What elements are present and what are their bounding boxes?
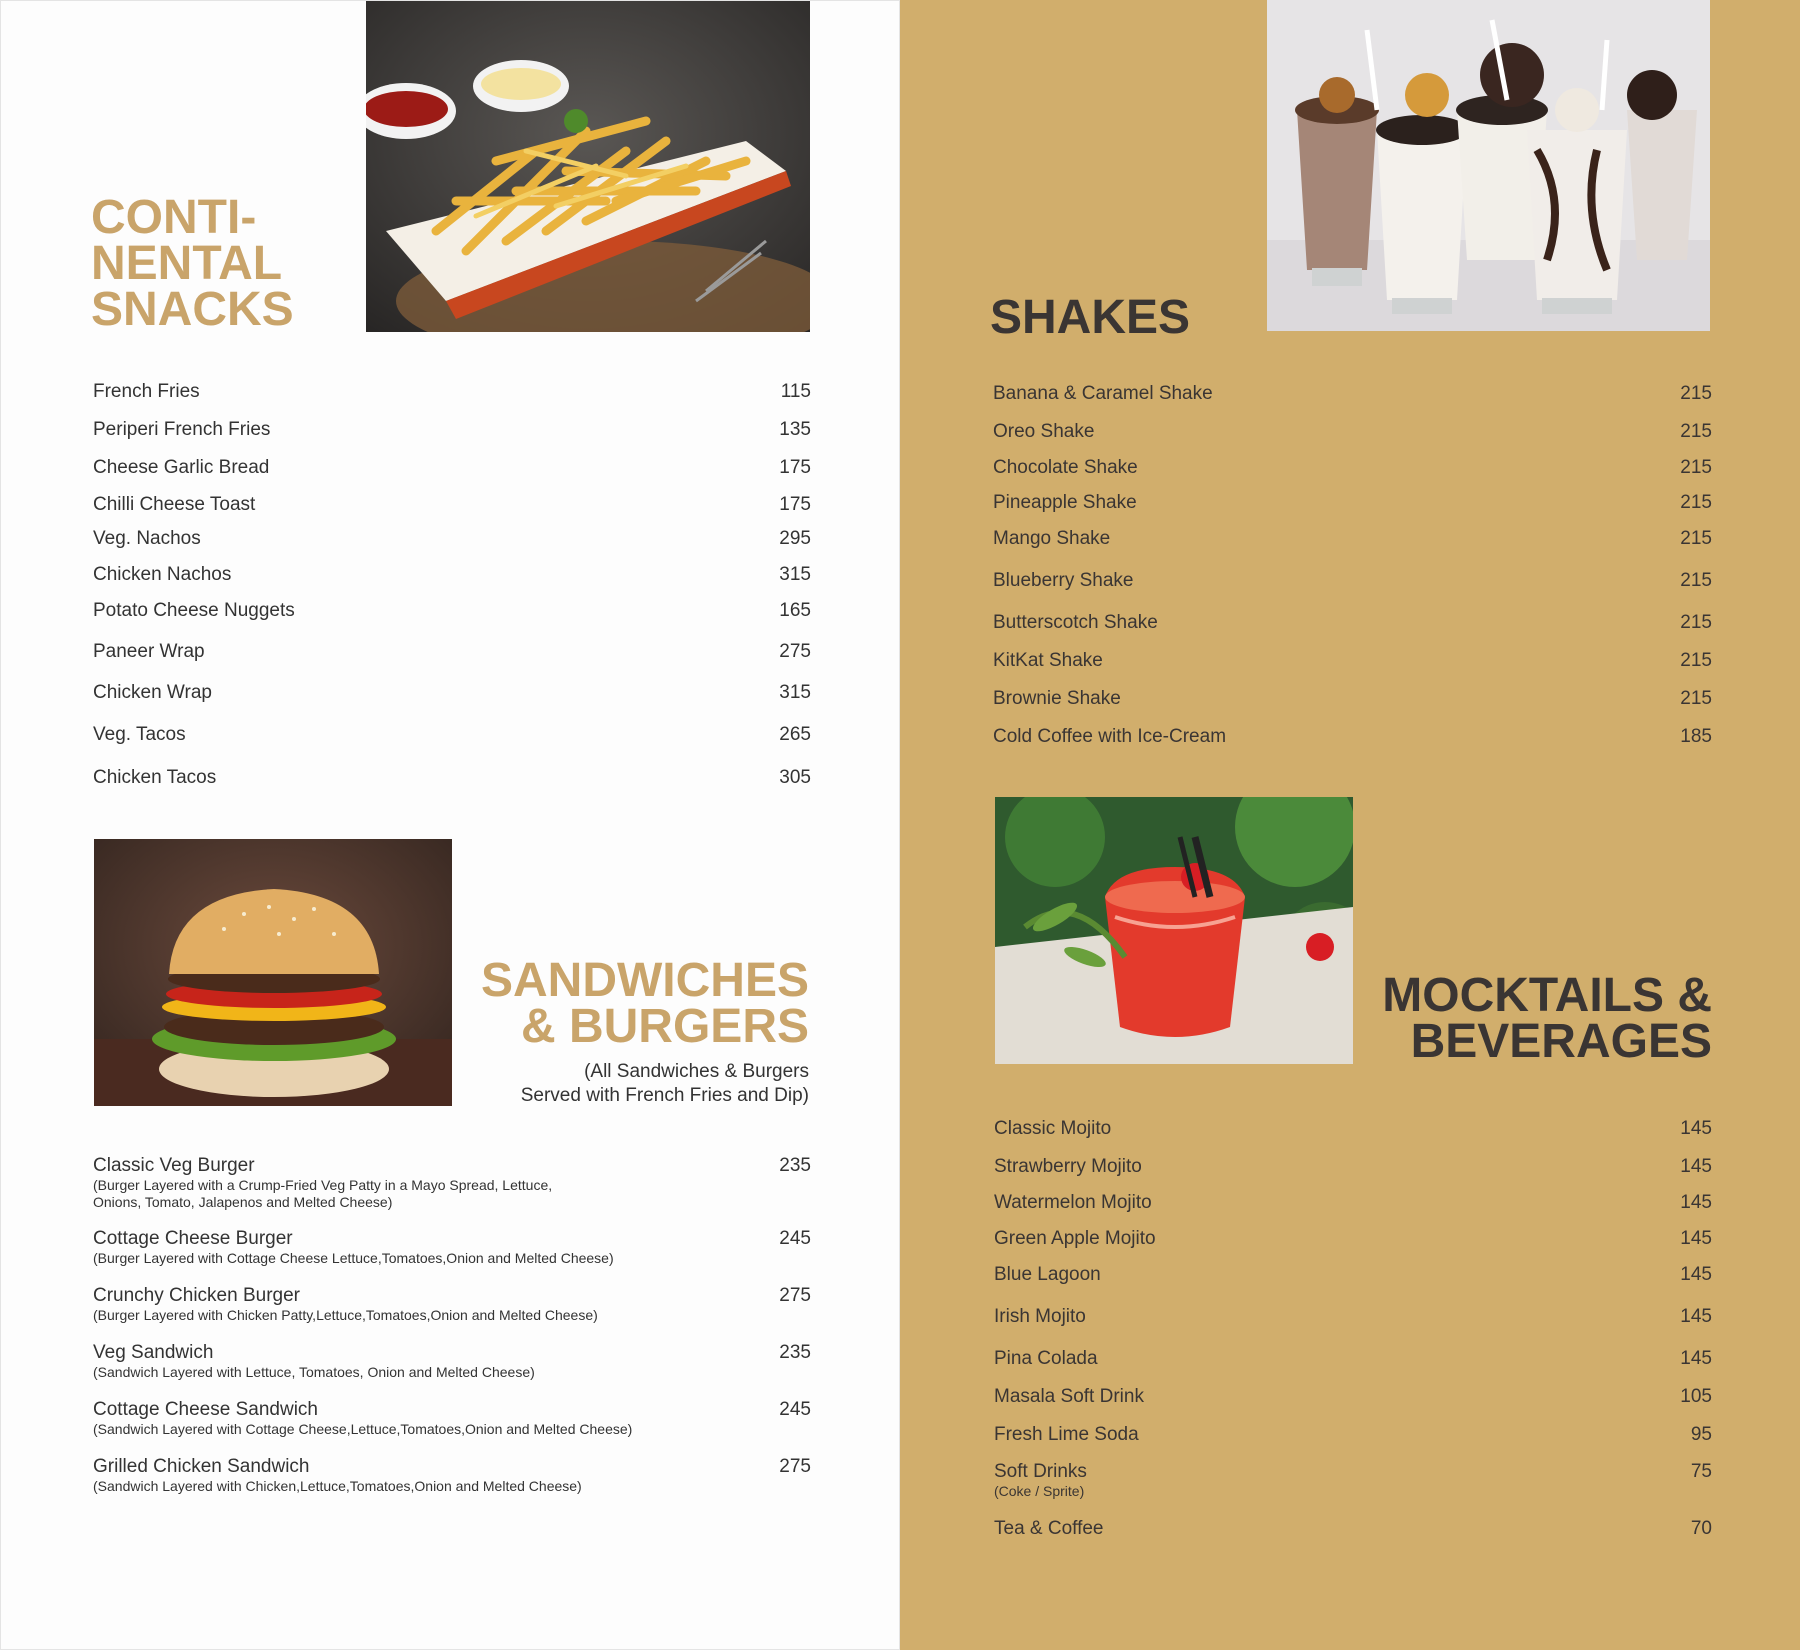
title-line: MOCKTAILS & — [1382, 969, 1712, 1022]
shakes-title: SHAKES — [990, 291, 1191, 344]
item-name: KitKat Shake — [993, 650, 1103, 671]
burger-photo — [94, 839, 452, 1106]
title-line: NENTAL — [91, 237, 283, 290]
item-name: Irish Mojito — [994, 1306, 1086, 1327]
item-price: 145 — [1680, 1228, 1712, 1249]
milkshakes-photo — [1267, 0, 1710, 331]
item-price: 275 — [779, 1456, 811, 1477]
item-description: (Sandwich Layered with Chicken,Lettuce,Tomatoes,Onion and Melted Cheese) — [93, 1478, 582, 1494]
item-description — [93, 1177, 713, 1211]
item-price: 275 — [779, 641, 811, 662]
item-price: 145 — [1680, 1306, 1712, 1327]
item-price: 235 — [779, 1155, 811, 1176]
item-price: 215 — [1680, 570, 1712, 591]
item-price: 265 — [779, 724, 811, 745]
item-name: Chicken Wrap — [93, 682, 212, 703]
item-price: 215 — [1680, 528, 1712, 549]
item-name: Masala Soft Drink — [994, 1386, 1144, 1407]
item-name: Crunchy Chicken Burger — [93, 1285, 300, 1306]
item-description: (Burger Layered with Cottage Cheese Lettuce,Tomatoes,Onion and Melted Cheese) — [93, 1250, 614, 1266]
item-name: Blue Lagoon — [994, 1264, 1101, 1285]
continental-snacks-title — [91, 191, 294, 336]
item-price: 145 — [1680, 1192, 1712, 1213]
item-price: 95 — [1690, 1424, 1712, 1445]
strawberry-drink-photo — [995, 797, 1353, 1064]
item-price: 70 — [1690, 1518, 1712, 1539]
item-price: 165 — [779, 600, 811, 621]
item-name: Fresh Lime Soda — [994, 1424, 1139, 1445]
item-price: 215 — [1680, 492, 1712, 513]
right-page — [900, 0, 1800, 1650]
item-price: 145 — [1680, 1348, 1712, 1369]
item-price: 245 — [779, 1399, 811, 1420]
desc-line: (Burger Layered with a Crump-Fried Veg Patty in a Mayo Spread, Lettuce, — [93, 1177, 553, 1193]
item-price: 215 — [1680, 383, 1712, 404]
title-line: SANDWICHES — [480, 954, 809, 1007]
item-description: (Coke / Sprite) — [994, 1483, 1085, 1499]
item-description: (Sandwich Layered with Lettuce, Tomatoes, Onion and Melted Cheese) — [93, 1364, 535, 1380]
item-name: Paneer Wrap — [93, 641, 205, 662]
item-name: Tea & Coffee — [994, 1518, 1104, 1539]
item-name: Veg. Tacos — [93, 724, 186, 745]
item-price: 215 — [1680, 421, 1712, 442]
item-name: Banana & Caramel Shake — [993, 383, 1213, 404]
note-line: Served with French Fries and Dip) — [520, 1085, 809, 1106]
desc-line: Onions, Tomato, Jalapenos and Melted Cheese) — [93, 1194, 393, 1210]
title-line: BEVERAGES — [1410, 1015, 1712, 1068]
sandwiches-serving-note — [521, 1060, 809, 1108]
item-name: Chilli Cheese Toast — [93, 494, 256, 515]
item-name: French Fries — [93, 381, 200, 402]
item-price: 75 — [1690, 1461, 1712, 1482]
item-price: 305 — [779, 767, 811, 788]
item-price: 175 — [779, 457, 811, 478]
item-name: Periperi French Fries — [93, 419, 271, 440]
item-price: 215 — [1680, 688, 1712, 709]
item-price: 145 — [1680, 1118, 1712, 1139]
item-name: Cottage Cheese Burger — [93, 1228, 293, 1249]
item-price: 235 — [779, 1342, 811, 1363]
item-price: 215 — [1680, 457, 1712, 478]
note-line: (All Sandwiches & Burgers — [584, 1061, 809, 1082]
item-name: Cottage Cheese Sandwich — [93, 1399, 318, 1420]
title-line: SNACKS — [91, 283, 294, 336]
item-name: Watermelon Mojito — [994, 1192, 1152, 1213]
item-price: 135 — [779, 419, 811, 440]
item-name: Grilled Chicken Sandwich — [93, 1456, 310, 1477]
item-name: Strawberry Mojito — [994, 1156, 1142, 1177]
item-name: Brownie Shake — [993, 688, 1121, 709]
item-name: Blueberry Shake — [993, 570, 1134, 591]
item-price: 245 — [779, 1228, 811, 1249]
item-price: 275 — [779, 1285, 811, 1306]
item-price: 175 — [779, 494, 811, 515]
item-name: Cold Coffee with Ice-Cream — [993, 726, 1227, 747]
item-name: Chicken Tacos — [93, 767, 217, 788]
item-price: 215 — [1680, 650, 1712, 671]
item-name: Pineapple Shake — [993, 492, 1137, 513]
item-name: Potato Cheese Nuggets — [93, 600, 295, 621]
item-price: 105 — [1680, 1386, 1712, 1407]
item-name: Green Apple Mojito — [994, 1228, 1156, 1249]
item-name: Classic Mojito — [994, 1118, 1112, 1139]
item-name: Chocolate Shake — [993, 457, 1138, 478]
sandwiches-burgers-title — [480, 954, 809, 1053]
item-price: 295 — [779, 528, 811, 549]
item-name: Mango Shake — [993, 528, 1111, 549]
item-name: Soft Drinks — [994, 1461, 1087, 1482]
item-price: 145 — [1680, 1264, 1712, 1285]
title-line: CONTI- — [91, 191, 257, 244]
item-price: 115 — [780, 381, 811, 402]
item-description: (Burger Layered with Chicken Patty,Lettuce,Tomatoes,Onion and Melted Cheese) — [93, 1307, 598, 1323]
item-price: 185 — [1680, 726, 1712, 747]
mocktails-beverages-title — [1382, 969, 1712, 1068]
item-name: Oreo Shake — [993, 421, 1095, 442]
item-name: Veg. Nachos — [93, 528, 201, 549]
item-name: Pina Colada — [994, 1348, 1098, 1369]
item-name: Cheese Garlic Bread — [93, 457, 270, 478]
item-price: 315 — [779, 564, 811, 585]
item-name: Butterscotch Shake — [993, 612, 1158, 633]
item-name: Veg Sandwich — [93, 1342, 214, 1363]
title-line: & BURGERS — [520, 1000, 809, 1053]
french-fries-photo — [366, 1, 810, 332]
item-price: 315 — [779, 682, 811, 703]
item-price: 215 — [1680, 612, 1712, 633]
item-name: Chicken Nachos — [93, 564, 232, 585]
item-name: Classic Veg Burger — [93, 1155, 255, 1176]
item-description: (Sandwich Layered with Cottage Cheese,Lettuce,Tomatoes,Onion and Melted Cheese) — [93, 1421, 633, 1437]
item-price: 145 — [1680, 1156, 1712, 1177]
